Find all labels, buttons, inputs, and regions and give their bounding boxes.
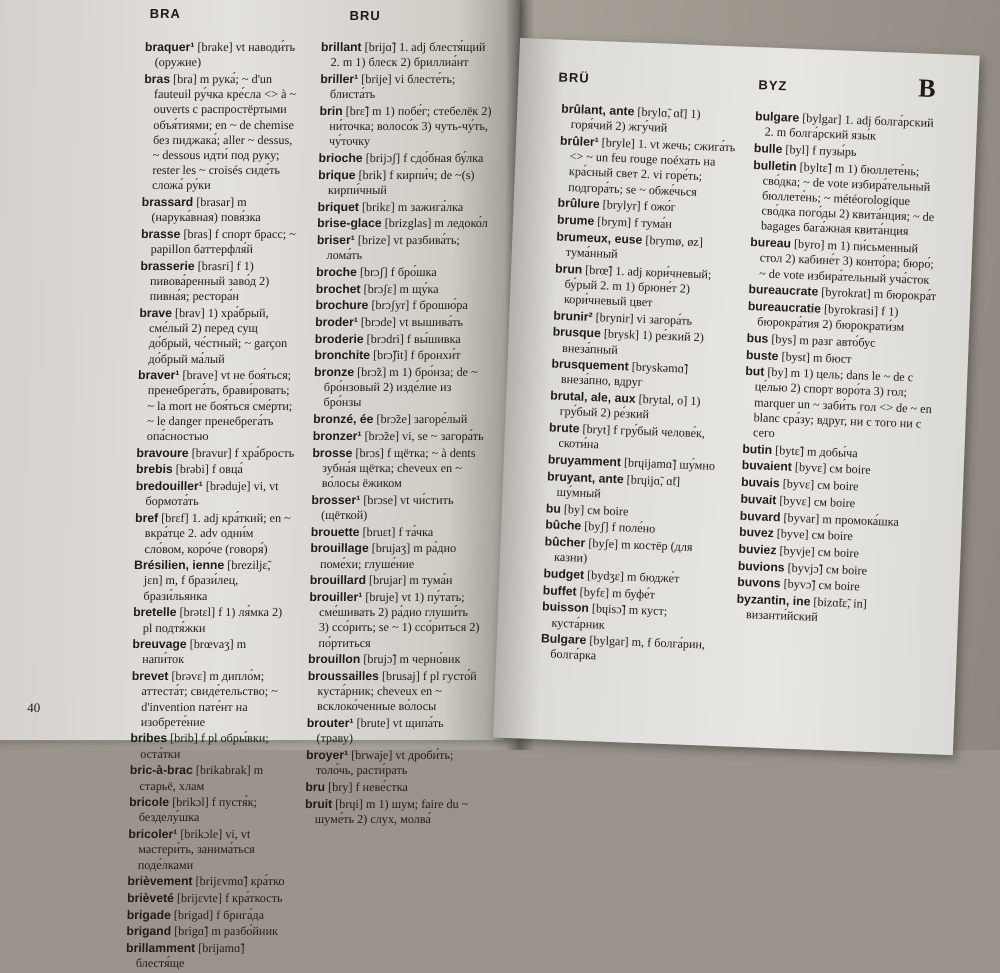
dictionary-entry	[558, 134, 738, 202]
entry-definition: [byve] см boire	[773, 526, 854, 544]
entry-definition: [brasri] f 1) пивова́ренный заво́д 2) пивна́я; рестора́н	[149, 258, 270, 304]
entry-definition: [bɥisɔ̃] m куст; куста́рник	[551, 601, 668, 632]
entry-headword: brigand	[126, 924, 172, 939]
dictionary-entry	[141, 227, 300, 257]
entry-headword: bruit	[304, 796, 333, 811]
dictionary-entry	[126, 925, 284, 940]
entry-definition: [brɔ̃z] m 1) бро́нза; de ~ бро́нзовый 2) изде́лие из бро́нзы	[323, 365, 478, 410]
dictionary-entry	[134, 511, 293, 557]
dictionary-entry	[135, 479, 294, 509]
right-page	[493, 38, 980, 755]
dictionary-entry	[319, 104, 492, 150]
dictionary-entry	[313, 412, 485, 427]
entry-headword: buvait	[740, 491, 777, 508]
entry-headword: briller¹	[320, 71, 359, 86]
entry-headword: bronze	[313, 365, 355, 380]
dictionary-entry	[313, 365, 486, 411]
dictionary-entry	[541, 600, 720, 637]
entry-headword: bus	[746, 330, 769, 346]
entry-definition: [byrokrat] m бюрокра́т	[817, 284, 937, 304]
entry-headword: briser¹	[316, 232, 355, 247]
entry-headword: brioche	[318, 150, 363, 165]
dictionary-entry	[311, 493, 484, 523]
entry-headword: briquet	[317, 199, 360, 214]
entry-headword: broche	[316, 264, 358, 279]
entry-headword: buisson	[541, 599, 590, 616]
dictionary-entry	[318, 151, 490, 166]
entry-definition: [brɔʃyr] f брошю́ра	[368, 298, 468, 313]
entry-definition: [brikɔle] vi, vt мастери́ть, занима́ться поде́лками	[137, 827, 255, 872]
entry-definition: [brɔs] f щётка; ~ à dents зубна́я щётка; cheveux en ~ во́лосы ёжиком	[321, 445, 476, 491]
entry-definition: [brwaje] vt дроби́ть; толо́чь, расти́рать	[315, 748, 454, 778]
entry-headword: braquer¹	[144, 40, 195, 55]
entry-definition: [bryle] 1. vt жечь; сжига́ть <> ~ un feu rouge поéхать на кра́сный свет 2. vi горе́ть; подгора́ть; se ~ обже́чься	[568, 135, 736, 199]
entry-headword: buviez	[738, 541, 777, 558]
left-page-column-1	[126, 40, 304, 973]
entry-definition: [brɔse] vt чи́стить (щёткой)	[320, 492, 454, 523]
entry-headword: brevet	[131, 669, 169, 684]
entry-headword: brasserie	[140, 258, 195, 273]
entry-definition: [brœ̃] 1. adj кори́чневый; бу́рый 2. m 1) брюне́т 2) кори́чневый цвет	[563, 262, 712, 310]
dictionary-entry	[127, 891, 285, 906]
entry-headword: butin	[742, 441, 773, 457]
entry-definition: [bruɛt] f та́чка	[359, 524, 434, 539]
dictionary-entry	[560, 102, 739, 139]
dictionary-entry	[318, 168, 491, 198]
entry-definition: [byst] m бюст	[778, 348, 852, 366]
dictionary-entry	[130, 732, 289, 762]
entry-definition: [brɔdri] f вы́шивка	[363, 331, 461, 346]
dictionary-entry	[131, 669, 290, 730]
dictionary-entry	[743, 364, 936, 447]
dictionary-entry	[127, 874, 285, 889]
entry-headword: bulgare	[754, 109, 800, 125]
entry-definition: [brɥijamɑ̃] шу́мно	[620, 455, 716, 473]
entry-definition: [bry] f неве́стка	[324, 780, 408, 795]
entry-headword: brouter¹	[306, 716, 354, 731]
entry-definition: [byl] f пузы́рь	[782, 142, 857, 159]
entry-headword: bûche	[545, 517, 582, 533]
dictionary-entry	[310, 573, 482, 588]
entry-definition: [brəbi] f овца́	[172, 462, 243, 477]
entry-headword: brièveté	[127, 891, 175, 906]
entry-headword: bulle	[753, 140, 783, 157]
entry-definition: [brysk] 1) ре́зкий 2) внеза́пный	[561, 326, 705, 357]
entry-headword: bu	[545, 500, 562, 516]
entry-definition: [brɔʃɛ] m щу́ка	[360, 281, 439, 296]
dictionary-entry	[127, 908, 285, 923]
entry-definition: [brav] 1) хра́брый, сме́лый 2) перед сущ до́брый, че́стный; ~ garçon до́брый ма́лый	[148, 306, 288, 366]
dictionary-entry	[554, 261, 734, 313]
entry-headword: bref	[134, 511, 159, 526]
dictionary-entry	[316, 265, 488, 280]
entry-headword: brusque	[552, 324, 602, 341]
dictionary-entry	[305, 797, 478, 827]
entry-definition: [brym] f тума́н	[594, 213, 673, 231]
entry-headword: brouiller¹	[309, 590, 363, 605]
dictionary-entry	[144, 40, 303, 70]
entry-definition: [brɔ̃ʃit] f бронхи́т	[369, 348, 461, 363]
dictionary-entry	[137, 368, 297, 444]
entry-definition: [bylgar] m, f болга́рин, болга́рка	[550, 633, 706, 663]
running-head-right: BYZ	[758, 77, 788, 94]
entry-definition: [bravur] f хра́брость	[188, 445, 295, 460]
entry-definition: [brijɑ̃] 1. adj блестя́щий 2. m 1) блеск 2) бриллиа́нт	[330, 40, 486, 70]
dictionary-entry	[308, 590, 481, 651]
dictionary-entry	[314, 348, 486, 363]
entry-headword: broyer¹	[305, 748, 349, 763]
dictionary-entry	[552, 325, 731, 362]
entry-headword: buvaient	[741, 458, 793, 475]
entry-definition: [byltɛ̃] m 1) бюллете́нь; сво́дка; ~ de vote избира́тельный бюллете́нь; ~ météorologique сво́дка пого́ды 2) квита́нция; ~ de bagages бага́жная квита́нция	[760, 159, 935, 239]
dictionary-entry	[312, 446, 485, 492]
entry-headword: bricoler¹	[128, 827, 178, 842]
entry-headword: brièvement	[127, 874, 193, 889]
entry-headword: brouillage	[310, 541, 369, 556]
dictionary-entry	[306, 748, 479, 778]
entry-headword: bruyamment	[547, 452, 622, 470]
entry-headword: bravoure	[136, 445, 189, 460]
entry-headword: bronzer¹	[312, 428, 362, 443]
entry-headword: brasse	[140, 226, 181, 241]
entry-definition: [brusaj] f pl густо́й куста́рник; cheveux en ~ всклоко́ченные во́лосы	[316, 669, 477, 714]
entry-headword: budget	[543, 566, 585, 582]
page-number: 40	[27, 700, 41, 716]
entry-definition: [brɥijɑ̃, ɑ̃t] шу́мный	[556, 471, 681, 501]
entry-headword: broussailles	[307, 669, 380, 684]
entry-definition: [bys] m разг авто́бус	[768, 331, 876, 350]
entry-definition: [brylɑ̃, ɑ̃t] 1) горя́чий 2) жгу́чий	[570, 104, 701, 135]
entry-definition: [brikɛ] m зажига́лка	[358, 199, 464, 214]
entry-definition: [brɔ̃ze] загоре́лый	[373, 412, 468, 427]
entry-headword: bronchite	[314, 348, 371, 363]
section-letter: B	[917, 73, 937, 103]
entry-headword: brûlure	[557, 195, 600, 212]
running-head-left: BRÜ	[558, 69, 590, 86]
entry-definition: [byvɛ] см boire	[779, 476, 859, 494]
entry-headword: brave	[139, 306, 173, 321]
entry-headword: brassard	[141, 195, 194, 210]
entry-definition: [brave] vt не боя́ться; пренебрега́ть, брави́ровать; ~ la mort не боя́ться сме́рти; ~ le danger пренебрега́ть опа́сностью	[146, 368, 293, 444]
entry-definition: [brib] f pl обры́вки; оста́тки	[140, 731, 269, 761]
dictionary-entry	[315, 332, 487, 347]
dictionary-entry	[133, 605, 292, 635]
entry-headword: bric-à-brac	[129, 763, 193, 778]
entry-definition: [brujar] m тума́н	[365, 573, 453, 588]
dictionary-entry	[316, 233, 489, 263]
entry-definition: [byro] m 1) пи́сьменный стол 2) кабине́т 3) конто́ра; бюро́; ~ de vote избира́тельный уча́сток	[758, 236, 935, 287]
entry-headword: Brésilien, ienne	[133, 558, 225, 573]
dictionary-entry	[132, 637, 291, 667]
dictionary-entry	[128, 827, 287, 873]
entry-definition: [breziljɛ̃, jɛn] m, f брази́лец, брази́льянка	[143, 558, 271, 603]
entry-definition: [brijɛvte] f кра́ткость	[173, 891, 283, 906]
entry-headword: bru	[305, 780, 326, 795]
entry-headword: brigade	[126, 907, 171, 922]
entry-headword: brosser¹	[311, 492, 361, 507]
entry-headword: brutal, ale, aux	[550, 388, 636, 406]
entry-headword: brin	[319, 103, 343, 118]
entry-headword: bribes	[130, 731, 168, 746]
entry-headword: bricole	[129, 795, 170, 810]
dictionary-entry	[142, 72, 303, 194]
entry-headword: bulletin	[753, 157, 797, 174]
entry-headword: broderie	[314, 331, 364, 346]
entry-definition: [byvje] см boire	[776, 543, 860, 561]
entry-headword: brouillard	[309, 573, 367, 588]
entry-definition: [bylgar] 1. adj болга́рский 2. m болга́рский язы́к	[764, 110, 934, 143]
entry-definition: [brɛf] 1. adj кра́ткий; en ~ вкра́тце 2. adv одни́м сло́вом, коро́че (говоря́)	[144, 511, 291, 556]
dictionary-entry	[315, 315, 487, 330]
entry-headword: brouette	[310, 524, 360, 539]
entry-definition: [brijɛvmɑ̃] кра́тко	[192, 874, 285, 889]
dictionary-entry	[136, 463, 294, 478]
entry-headword: brise-glace	[317, 216, 382, 231]
entry-definition: [byvjɔ̃] см boire	[784, 560, 868, 578]
right-page-column-2	[736, 109, 946, 631]
entry-definition: [bizɑ̃tɛ̃, in] византи́йский	[745, 594, 868, 625]
entry-definition: [brigad] f брига́да	[170, 907, 265, 922]
entry-definition: [brujɔ̃] m черно́вик	[360, 652, 461, 667]
dictionary-entry	[129, 764, 288, 794]
entry-headword: brique	[318, 167, 356, 182]
entry-headword: bruyant, ante	[546, 469, 624, 486]
entry-headword: brochure	[315, 298, 369, 313]
entry-headword: bûcher	[544, 534, 586, 550]
entry-definition: [byrokrasi] f 1) бюрокра́тия 2) бюрократи́зм	[757, 301, 905, 335]
entry-definition: [brute] vt щипа́ть (траву)	[316, 716, 444, 746]
entry-headword: bronzé, ée	[313, 412, 374, 427]
dictionary-entry	[140, 259, 299, 305]
entry-definition: [byvɛ] см boire	[791, 460, 871, 478]
running-head-left: BRA	[149, 6, 182, 22]
entry-definition: [byvɔ̃] см boire	[780, 576, 860, 594]
entry-definition: [brynir] vi загора́ть	[592, 309, 693, 328]
entry-headword: bureau	[750, 235, 792, 251]
entry-definition: [bruje] vt 1) пу́тать; сме́шивать 2) ра́дио глуши́ть 3) ссо́рить; se ~ 1) ссо́риться 2) по́ртиться	[318, 590, 480, 650]
entry-headword: but	[745, 364, 765, 379]
dictionary-entry	[317, 216, 489, 231]
entry-headword: buvons	[737, 575, 781, 591]
right-page-column-1	[540, 102, 739, 671]
entry-headword: buvais	[740, 474, 780, 491]
dictionary-entry	[311, 525, 483, 540]
entry-definition: [brujaʒ] m ра́дио поме́хи; глуше́ние	[319, 541, 457, 571]
entry-definition: [bryskəmɑ̃] внеза́пно, вдруг	[560, 359, 689, 390]
dictionary-entry	[548, 420, 727, 457]
entry-headword: buffet	[542, 582, 577, 599]
entry-headword: byzantin, ine	[736, 591, 811, 609]
dictionary-entry	[749, 235, 941, 288]
entry-headword: brosse	[312, 445, 353, 460]
entry-definition: [byvar] m промока́шка	[780, 509, 900, 529]
entry-definition: [brije] vi блесте́ть; блиста́ть	[329, 71, 456, 102]
entry-headword: brochet	[315, 281, 361, 296]
dictionary-entry	[320, 40, 493, 70]
entry-definition: [brəvɛ] m дипло́м; аттеста́т; свиде́тельство; ~ d'invention пате́нт на изобрете́ние	[140, 669, 279, 729]
entry-definition: [brɔ̃ze] vi, se ~ загора́ть	[361, 428, 484, 443]
entry-headword: brute	[548, 420, 580, 436]
entry-definition: [bydʒɛ] m бюдже́т	[583, 567, 680, 586]
entry-headword: bras	[144, 71, 171, 86]
entry-definition: [brikɔl] f пустя́к; безделу́шка	[138, 795, 258, 825]
entry-headword: brouillon	[307, 652, 361, 667]
entry-definition: [brətɛl] f 1) ля́мка 2) pl подтя́жки	[142, 605, 283, 635]
left-page-column-2	[305, 40, 493, 829]
entry-definition: [by] m 1) цель; dans le ~ de с це́лью 2) спорт воро́та 3) гол; marquer un ~ заби́ть гол <> de ~ en blanc сра́зу; вдруг, ни с того ни с сего	[752, 364, 932, 441]
dictionary-entry	[551, 357, 730, 394]
dictionary-entry	[556, 229, 735, 266]
entry-headword: broder¹	[315, 315, 358, 330]
entry-headword: buvez	[738, 525, 774, 541]
entry-definition: [brigɑ̃] m разбо́йник	[170, 924, 279, 939]
entry-definition: [bra] m рука́; ~ d'un fauteuil ру́чка кре́сла <> à ~ ouverts с распростёртыми объя́тиями; en ~ de chemise без пиджака́; aller ~ dessus, ~ dessous идти́ под руку; rester les ~ croisés сиде́ть сложа́ ру́ки	[151, 71, 297, 193]
entry-headword: breuvage	[132, 637, 187, 652]
entry-definition: [brylyr] f ожо́г	[599, 197, 676, 215]
dictionary-entry	[549, 389, 728, 426]
entry-headword: buste	[745, 347, 779, 363]
entry-definition: [byvɛ] см boire	[776, 493, 856, 511]
entry-definition: [brikabrak] m старьё, хлам	[139, 763, 264, 793]
dictionary-entry	[751, 158, 944, 241]
dictionary-entry	[133, 558, 292, 604]
dictionary-entry	[126, 941, 285, 971]
entry-headword: brusquement	[551, 356, 629, 374]
entry-definition: [brytal, o] 1) гру́бый 2) ре́зкий	[559, 391, 701, 422]
entry-headword: brillamment	[125, 941, 196, 956]
entry-headword: bureaucratie	[747, 298, 822, 316]
dictionary-entry	[313, 429, 485, 444]
entry-headword: brillant	[320, 40, 362, 55]
entry-headword: buvard	[739, 508, 781, 524]
dictionary-entry	[129, 795, 288, 825]
entry-headword: brume	[556, 212, 595, 228]
entry-headword: brun	[554, 261, 583, 277]
dictionary-entry	[320, 72, 493, 102]
dictionary-entry	[307, 669, 480, 715]
running-head-right: BRU	[349, 8, 381, 24]
entry-definition: [brijɔʃ] f сдо́бная бу́лка	[362, 150, 484, 165]
dictionary-entry	[308, 652, 480, 667]
entry-headword: braver¹	[137, 368, 180, 383]
entry-headword: brûlant, ante	[561, 101, 635, 119]
entry-definition: [brɔde] vt вышива́ть	[357, 315, 464, 330]
entry-headword: brumeux, euse	[556, 229, 643, 247]
entry-definition: [brake] vt наводи́ть (оружие)	[154, 40, 296, 70]
entry-definition: [brik] f кирпи́ч; de ~(s) кирпи́чный	[327, 167, 475, 197]
dictionary-entry	[316, 282, 488, 297]
entry-definition: [byfɛ] m буфе́т	[576, 584, 656, 602]
dictionary-entry	[310, 541, 483, 571]
entry-definition: [brasar] m (нарука́вная) повя́зка	[151, 195, 261, 225]
entry-definition: [brymø, øz] тума́нный	[565, 232, 704, 261]
dictionary-entry	[141, 195, 300, 225]
entry-headword: brûler¹	[559, 133, 599, 149]
entry-definition: [bryt] f гру́бый челове́к, скоти́на	[558, 421, 706, 452]
entry-definition: [byʃe] m костёр (для казни)	[553, 535, 693, 566]
dictionary-entry	[305, 780, 477, 795]
dictionary-entry	[136, 446, 294, 461]
entry-headword: Bulgare	[540, 631, 587, 648]
entry-headword: bredouiller¹	[135, 479, 203, 494]
entry-headword: buvions	[737, 558, 785, 575]
dictionary-entry	[546, 469, 725, 506]
dictionary-entry	[317, 200, 489, 215]
dictionary-entry	[315, 298, 487, 313]
entry-definition: [brœvaʒ] m напи́ток	[142, 637, 247, 667]
dictionary-entry	[138, 306, 297, 367]
entry-definition: [brɥi] m 1) шум; faire du ~ шуме́ть 2) слух, молва́	[314, 796, 469, 826]
dictionary-entry	[544, 534, 723, 571]
entry-headword: bureaucrate	[748, 282, 819, 299]
entry-headword: brebis	[135, 462, 173, 477]
entry-definition: [bras] f спорт брасс; ~ papillon баттерфля́й	[150, 226, 297, 257]
entry-definition: [brɛ̃] m 1) побе́г; стебелёк 2) ни́точка; волосо́к 3) чуть-чу́ть, чу́точку	[328, 103, 492, 149]
dictionary-entry	[306, 716, 479, 746]
entry-definition: [brijamɑ̃] блестя́ще	[135, 941, 245, 971]
entry-definition: [brɔʃ] f бро́шка	[356, 264, 437, 279]
entry-definition: [bytɛ̃] m добы́ча	[771, 442, 859, 461]
entry-definition: [byʃ] f поле́но	[580, 518, 656, 536]
entry-headword: brunir²	[553, 308, 593, 324]
dictionary-entry	[540, 631, 719, 668]
entry-definition: [brəduje] vi, vt бормота́ть	[145, 479, 279, 509]
entry-definition: [brizglas] m ледоко́л	[381, 216, 488, 231]
dictionary-entry	[736, 592, 927, 630]
entry-headword: bretelle	[132, 605, 177, 620]
entry-definition: [by] см boire	[560, 501, 629, 519]
entry-definition: [brize] vt разбива́ть; лома́ть	[326, 232, 461, 263]
